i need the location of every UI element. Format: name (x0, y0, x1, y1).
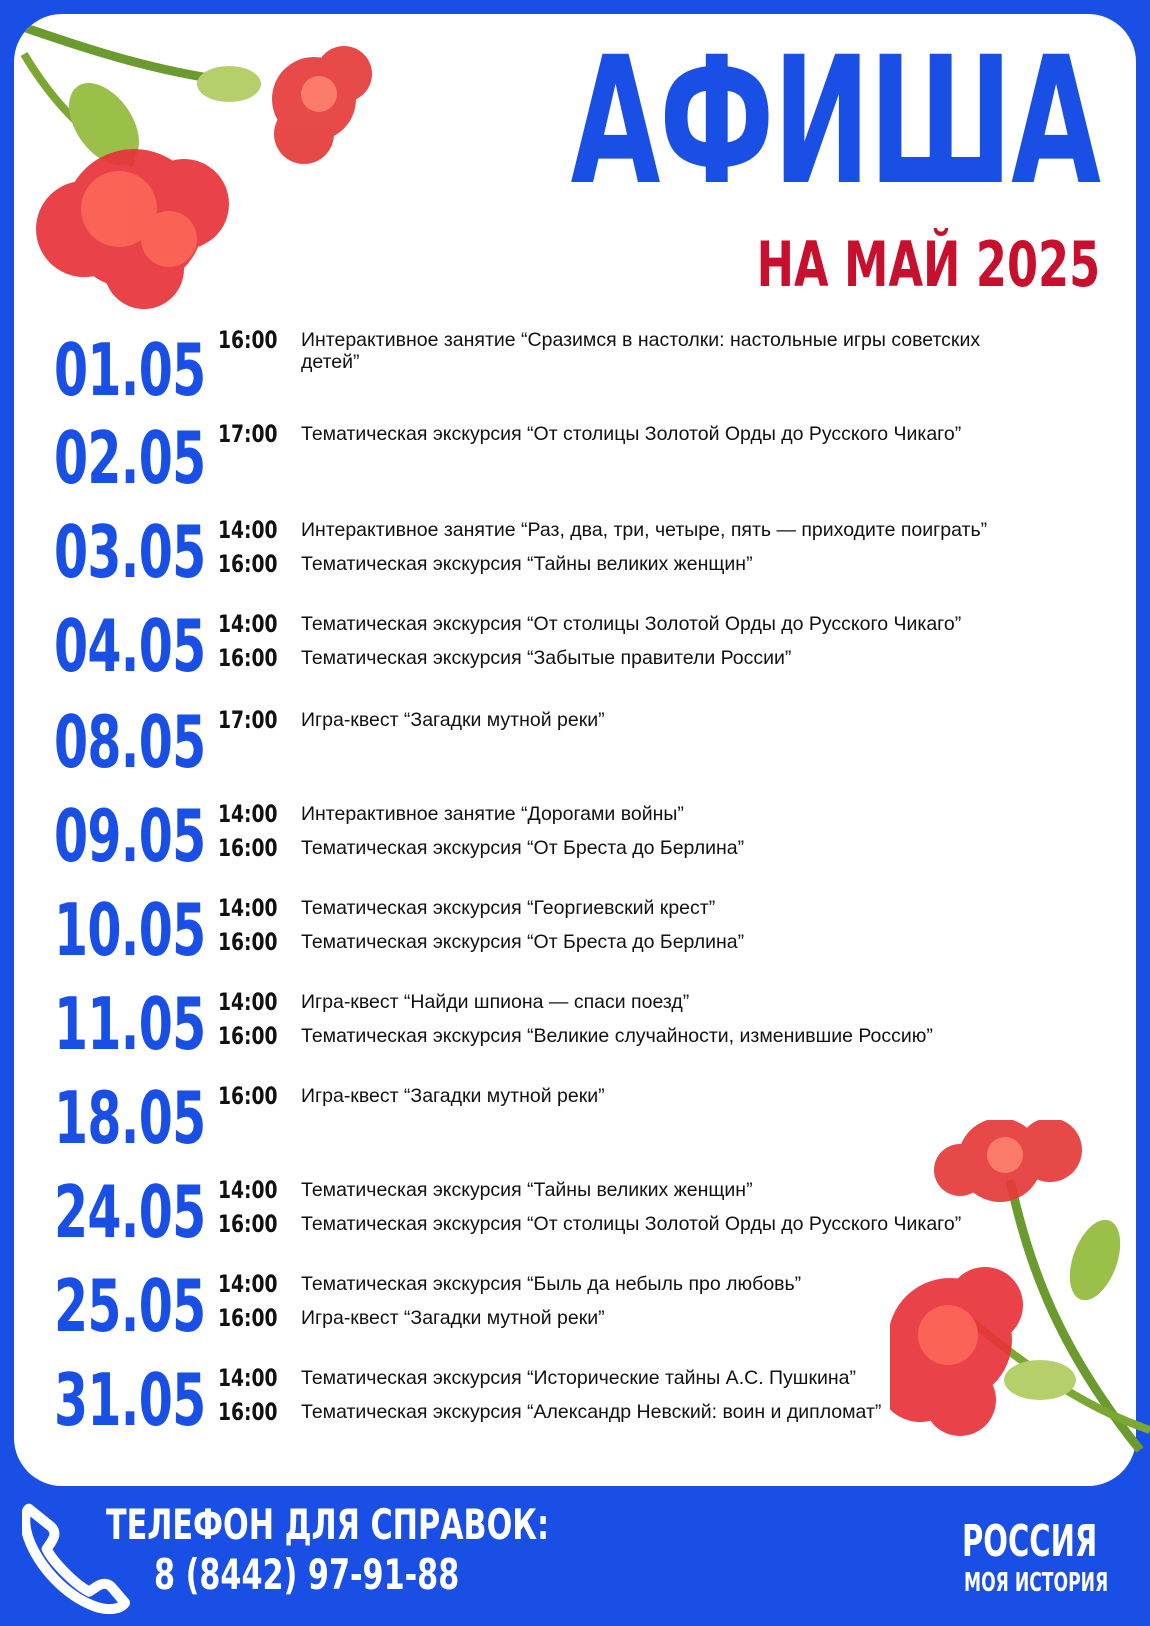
day-date: 09.05 (54, 794, 206, 878)
phone-number[interactable]: 8 (8442) 97-91-88 (154, 1550, 460, 1599)
event-time: 16:00 (218, 326, 278, 354)
day-date: 25.05 (54, 1264, 206, 1348)
day-date: 24.05 (54, 1170, 206, 1254)
schedule-event (14, 550, 1136, 582)
event-time: 14:00 (218, 988, 278, 1016)
schedule-event (14, 420, 1136, 452)
event-title: Тематическая экскурсия “Георгиевский крест” (301, 897, 716, 919)
event-title: Тематическая экскурсия “Тайны великих женщин” (301, 553, 753, 575)
event-time: 14:00 (218, 610, 278, 638)
event-time: 16:00 (218, 928, 278, 956)
logo-line-1: РОССИЯ (962, 1516, 1098, 1567)
carnation-flowers-top-left (14, 14, 394, 324)
event-time: 17:00 (218, 420, 278, 448)
carnation-flowers-bottom-right (890, 1120, 1150, 1500)
event-time: 17:00 (218, 706, 278, 734)
event-time: 16:00 (218, 550, 278, 578)
schedule-day (14, 510, 1136, 596)
schedule-day (14, 794, 1136, 880)
schedule-event (14, 706, 1136, 738)
logo-line-2: МОЯ ИСТОРИЯ (964, 1568, 1109, 1598)
event-time: 16:00 (218, 1082, 278, 1110)
schedule-event (14, 800, 1136, 832)
event-title: Игра-квест “Загадки мутной реки” (301, 709, 605, 731)
schedule-event (14, 1022, 1136, 1054)
schedule-event (14, 516, 1136, 548)
event-time: 16:00 (218, 1210, 278, 1238)
event-title: Тематическая экскурсия “Быль да небыль про любовь” (301, 1273, 802, 1295)
schedule-event (14, 894, 1136, 926)
day-date: 10.05 (54, 888, 206, 972)
event-title: Тематическая экскурсия “От Бреста до Берлина” (301, 837, 745, 859)
event-title: Тематическая экскурсия “От столицы Золотой Орды до Русского Чикаго” (301, 613, 962, 635)
day-date: 08.05 (54, 700, 206, 784)
schedule-event (14, 834, 1136, 866)
footer (0, 1486, 1150, 1626)
event-title: Интерактивное занятие “Дорогами войны” (301, 803, 684, 825)
poster-title: АФИША (570, 19, 1100, 224)
event-time: 16:00 (218, 1398, 278, 1426)
event-time: 16:00 (218, 644, 278, 672)
event-title: Интерактивное занятие “Раз, два, три, четыре, пять — приходите поиграть” (301, 519, 988, 541)
event-title: Тематическая экскурсия “Великие случайности, изменившие Россию” (301, 1025, 933, 1047)
event-time: 14:00 (218, 1270, 278, 1298)
event-title: Тематическая экскурсия “От столицы Золотой Орды до Русского Чикаго” (301, 1213, 962, 1235)
poster-subtitle: НА МАЙ 2025 (756, 228, 1100, 301)
schedule-event (14, 928, 1136, 960)
phone-label: ТЕЛЕФОН ДЛЯ СПРАВОК: (106, 1500, 550, 1549)
event-time: 14:00 (218, 1176, 278, 1204)
event-title: Тематическая экскурсия “Исторические тайны А.С. Пушкина” (301, 1367, 856, 1389)
event-title: Игра-квест “Загадки мутной реки” (301, 1085, 605, 1107)
day-date: 31.05 (54, 1358, 206, 1442)
schedule-event (14, 988, 1136, 1020)
schedule-event (14, 644, 1136, 676)
event-title: Тематическая экскурсия “Александр Невский: воин и дипломат” (301, 1401, 882, 1423)
event-time: 16:00 (218, 1022, 278, 1050)
schedule-day (14, 982, 1136, 1068)
day-date: 18.05 (54, 1076, 206, 1160)
schedule-event (14, 1082, 1136, 1114)
day-date: 01.05 (54, 328, 206, 412)
schedule-day (14, 700, 1136, 786)
event-time: 14:00 (218, 1364, 278, 1392)
event-title: Тематическая экскурсия “От Бреста до Берлина” (301, 931, 745, 953)
event-title: Интерактивное занятие “Сразимся в настолки: настольные игры советских детей” (301, 329, 981, 373)
event-title: Игра-квест “Найди шпиона — спаси поезд” (301, 991, 690, 1013)
day-date: 11.05 (54, 982, 206, 1066)
event-time: 16:00 (218, 834, 278, 862)
event-title: Тематическая экскурсия “От столицы Золотой Орды до Русского Чикаго” (301, 423, 962, 445)
day-date: 03.05 (54, 510, 206, 594)
event-time: 14:00 (218, 800, 278, 828)
schedule-day (14, 888, 1136, 974)
russia-my-history-logo (962, 1516, 1122, 1610)
event-time: 14:00 (218, 516, 278, 544)
event-title: Игра-квест “Загадки мутной реки” (301, 1307, 605, 1329)
event-title: Тематическая экскурсия “Забытые правители России” (301, 647, 792, 669)
schedule-event (14, 610, 1136, 642)
event-time: 16:00 (218, 1304, 278, 1332)
day-date: 04.05 (54, 604, 206, 688)
event-title: Тематическая экскурсия “Тайны великих женщин” (301, 1179, 753, 1201)
schedule-day (14, 604, 1136, 690)
event-time: 14:00 (218, 894, 278, 922)
schedule-day (14, 326, 1136, 412)
schedule-day (14, 416, 1136, 500)
day-date: 02.05 (54, 416, 206, 500)
